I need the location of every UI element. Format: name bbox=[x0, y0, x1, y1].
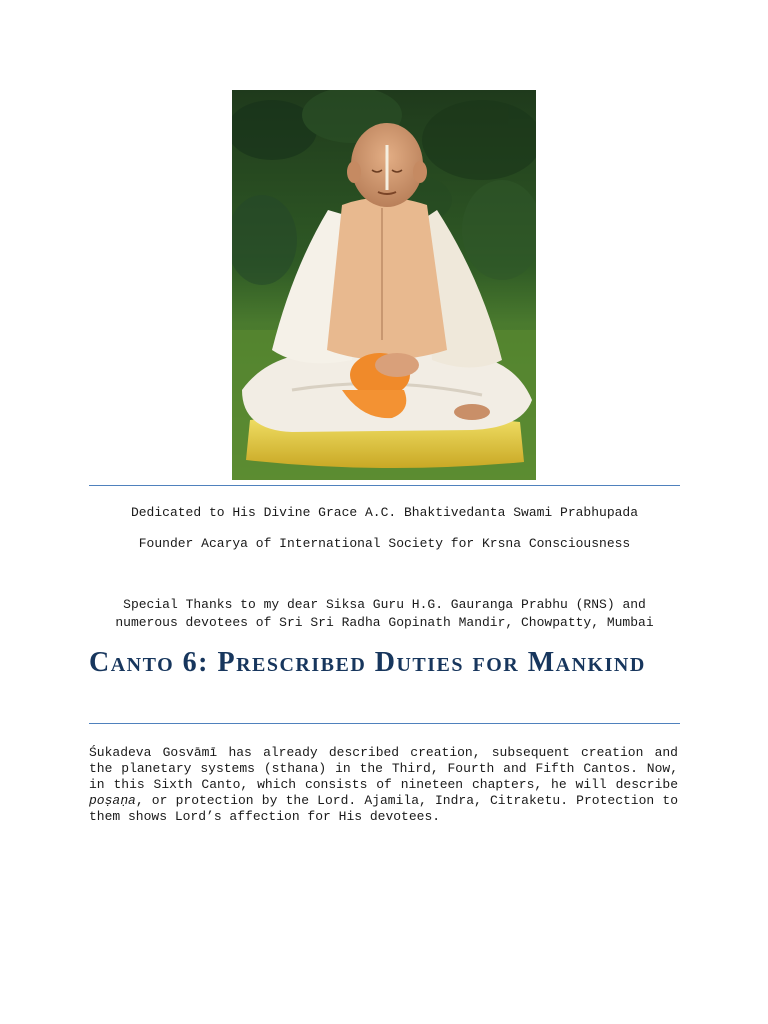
dedication-line-2: Founder Acarya of International Society for Krsna Consciousness bbox=[138, 536, 631, 551]
prabhupada-photo bbox=[232, 90, 536, 480]
heading-underline bbox=[89, 723, 680, 724]
intro-text-part-2: , or protection by the Lord. Ajamila, Indra, Citraketu. Protection to them shows Lord’s affection for His devotees. bbox=[89, 793, 678, 824]
chapter-heading: Canto 6: Prescribed Duties for Mankind bbox=[89, 647, 646, 678]
intro-paragraph bbox=[89, 745, 678, 825]
dedication-line-1: Dedicated to His Divine Grace A.C. Bhaktivedanta Swami Prabhupada bbox=[130, 505, 639, 520]
thanks-line-1: Special Thanks to my dear Siksa Guru H.G. Gauranga Prabhu (RNS) and bbox=[123, 597, 646, 612]
intro-text-part-1: Śukadeva Gosvāmī has already described creation, subsequent creation and the planetary systems (sthana) in the Third, Fourth and Fifth Cantos. Now, in this Sixth Canto, which consists of nineteen chapters, he will describe bbox=[89, 745, 678, 792]
intro-term: poṣaṇa bbox=[89, 793, 136, 808]
top-divider bbox=[89, 485, 680, 486]
thanks-line-2: numerous devotees of Sri Sri Radha Gopinath Mandir, Chowpatty, Mumbai bbox=[115, 615, 654, 630]
